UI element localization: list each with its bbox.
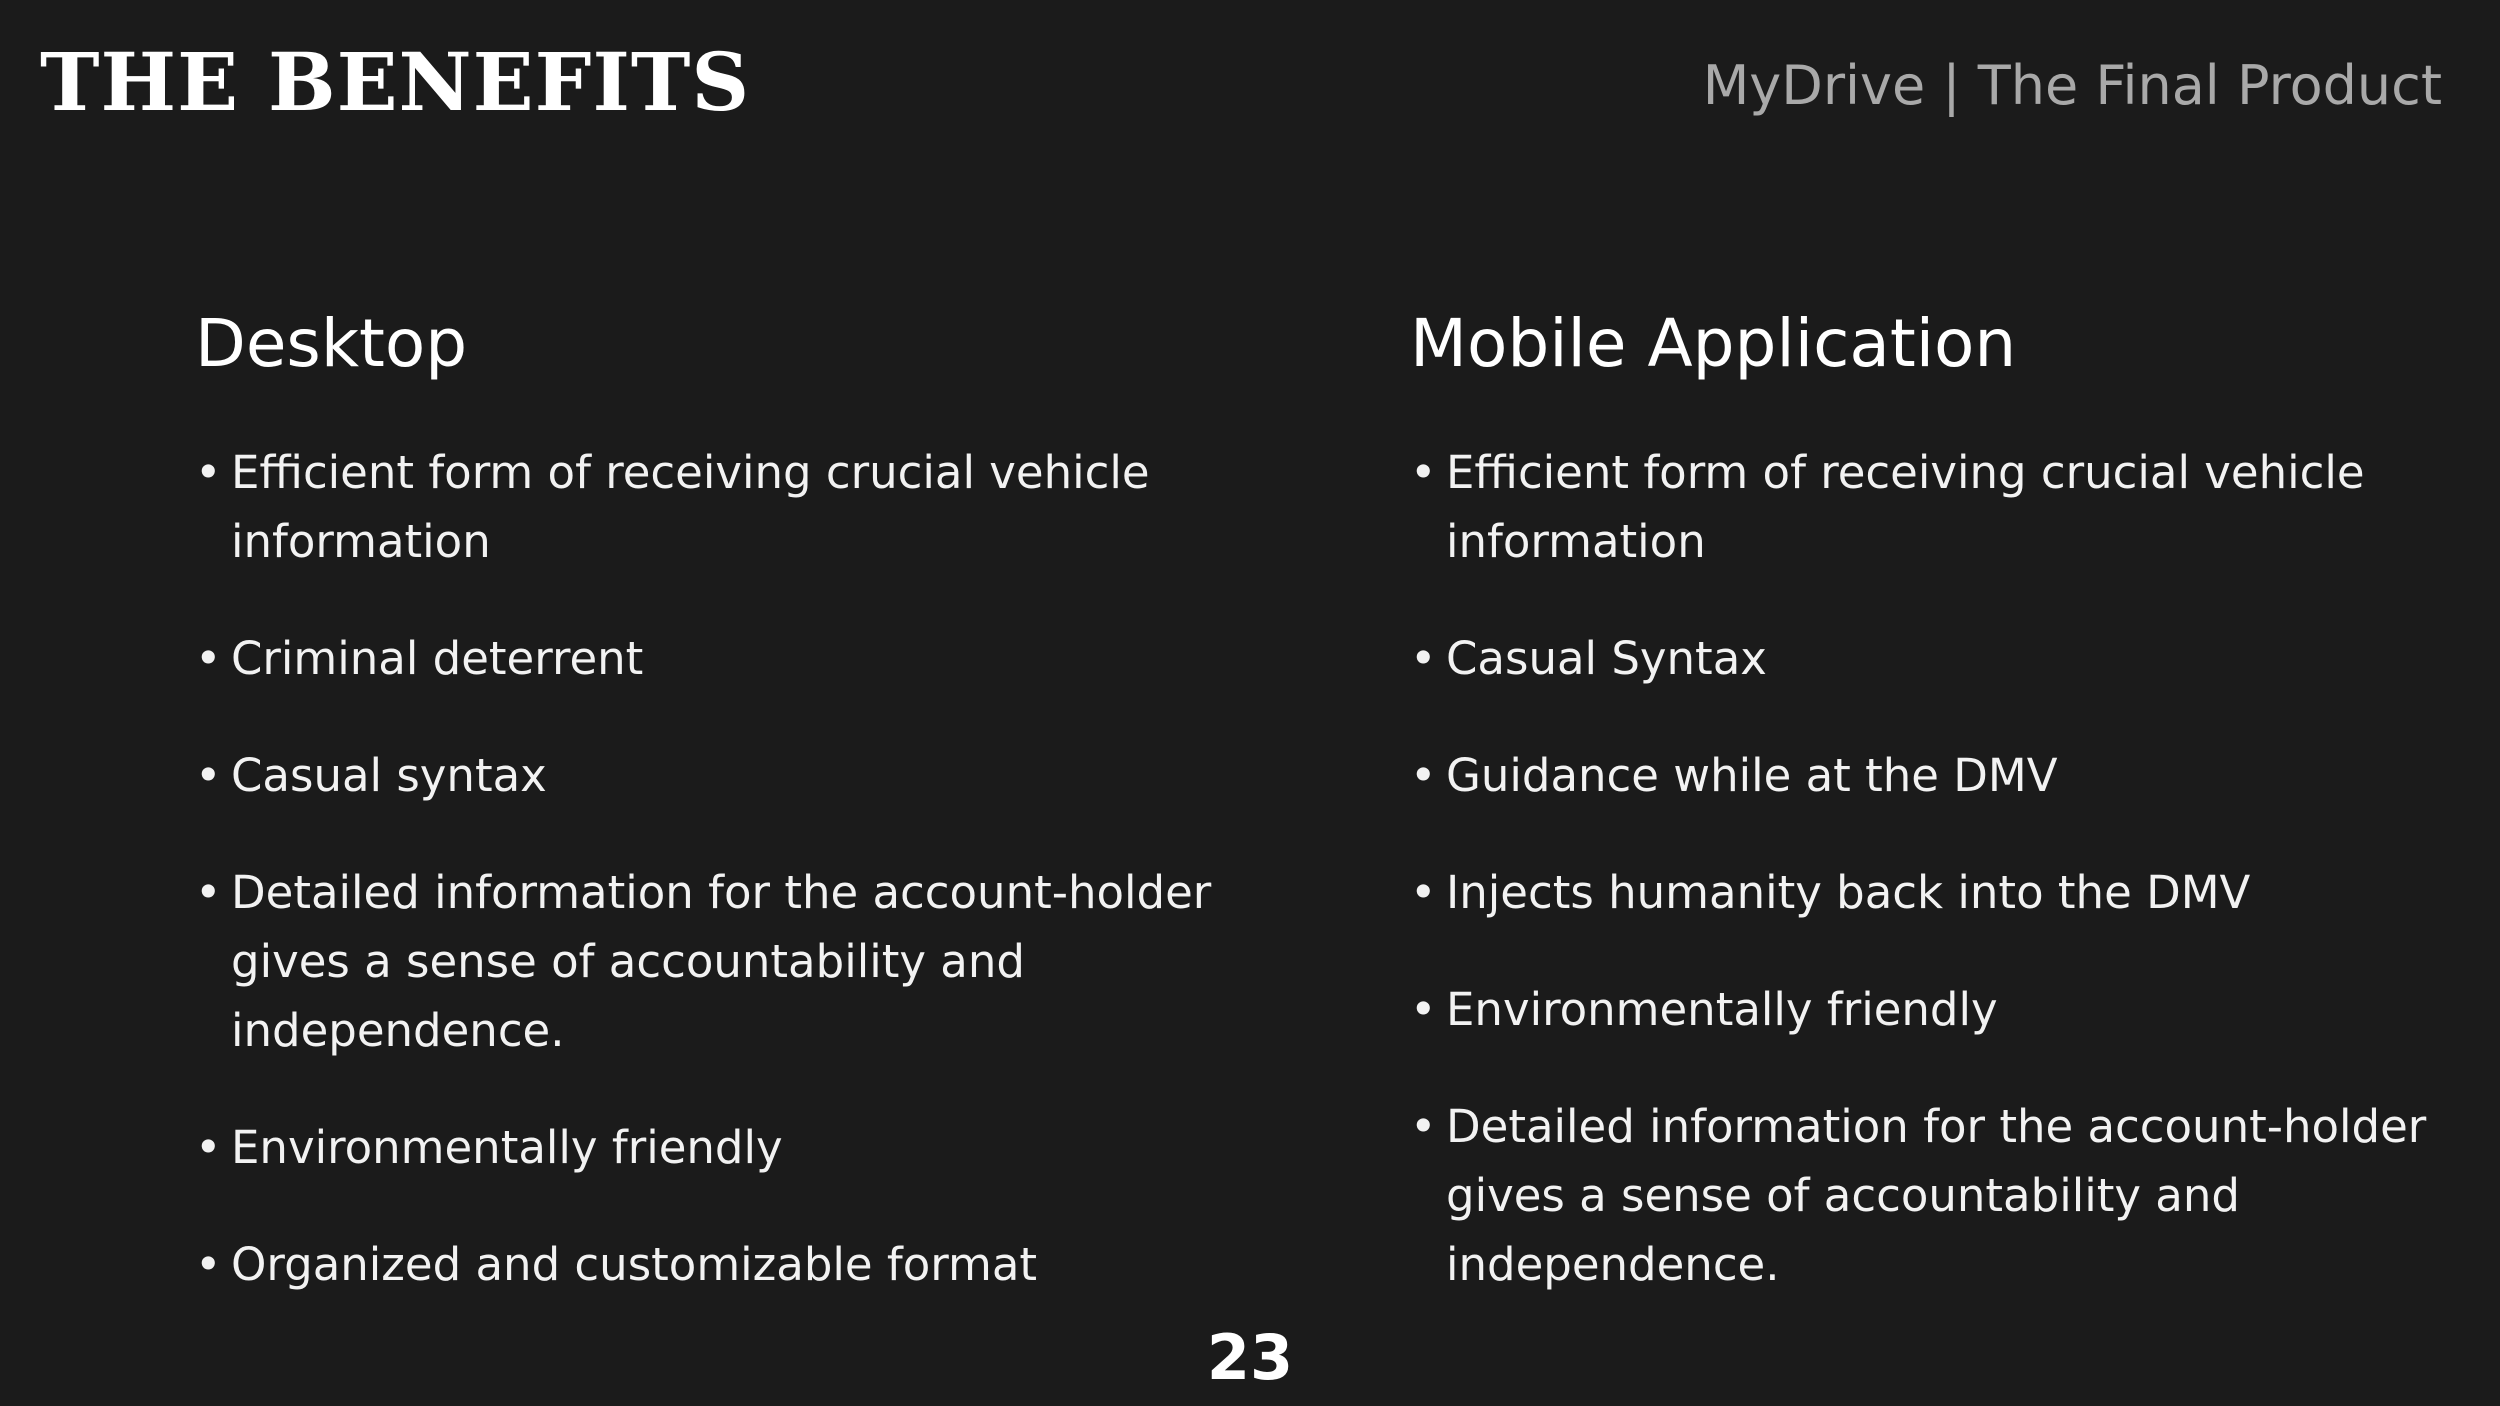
bullet-icon: • — [1410, 866, 1437, 919]
list-item-text: Casual Syntax — [1446, 632, 1767, 685]
desktop-heading: Desktop — [195, 305, 468, 382]
bullet-icon: • — [195, 1121, 222, 1174]
list-item-text: Environmentally friendly — [231, 1121, 783, 1174]
list-item — [195, 858, 1295, 1065]
bullet-icon: • — [195, 1238, 222, 1291]
slide-title: THE BENEFITS — [40, 35, 751, 129]
slide-subtitle: MyDrive | The Final Product — [1702, 54, 2442, 117]
list-item — [195, 1230, 1295, 1299]
desktop-benefits-list — [195, 438, 1295, 1299]
bullet-icon: • — [195, 749, 222, 802]
list-item — [1410, 1092, 2430, 1299]
list-item-text: Efficient form of receiving crucial vehicle information — [231, 446, 1150, 568]
list-item — [1410, 741, 2430, 810]
bullet-icon: • — [195, 632, 222, 685]
list-item — [195, 624, 1295, 693]
page-number: 23 — [1206, 1321, 1294, 1394]
desktop-column — [195, 300, 1295, 1347]
list-item-text: Detailed information for the account-holder gives a sense of accountability and independence. — [1446, 1100, 2427, 1291]
list-item — [1410, 438, 2430, 576]
list-item-text: Organized and customizable format — [231, 1238, 1038, 1291]
bullet-icon: • — [1410, 446, 1437, 499]
list-item-text: Injects humanity back into the DMV — [1446, 866, 2251, 919]
list-item-text: Efficient form of receiving crucial vehicle information — [1446, 446, 2365, 568]
mobile-column — [1410, 300, 2430, 1347]
bullet-icon: • — [195, 866, 222, 919]
bullet-icon: • — [1410, 749, 1437, 802]
list-item-text: Environmentally friendly — [1446, 983, 1998, 1036]
list-item — [195, 741, 1295, 810]
bullet-icon: • — [1410, 1100, 1437, 1153]
list-item-text: Casual syntax — [231, 749, 547, 802]
mobile-heading: Mobile Application — [1410, 305, 2017, 382]
mobile-benefits-list — [1410, 438, 2430, 1299]
list-item — [1410, 858, 2430, 927]
list-item — [1410, 975, 2430, 1044]
bullet-icon: • — [195, 446, 222, 499]
list-item — [195, 438, 1295, 576]
list-item — [195, 1113, 1295, 1182]
list-item-text: Detailed information for the account-holder gives a sense of accountability and independence. — [231, 866, 1212, 1057]
list-item-text: Guidance while at the DMV — [1446, 749, 2058, 802]
list-item — [1410, 624, 2430, 693]
bullet-icon: • — [1410, 632, 1437, 685]
bullet-icon: • — [1410, 983, 1437, 1036]
list-item-text: Criminal deterrent — [231, 632, 644, 685]
